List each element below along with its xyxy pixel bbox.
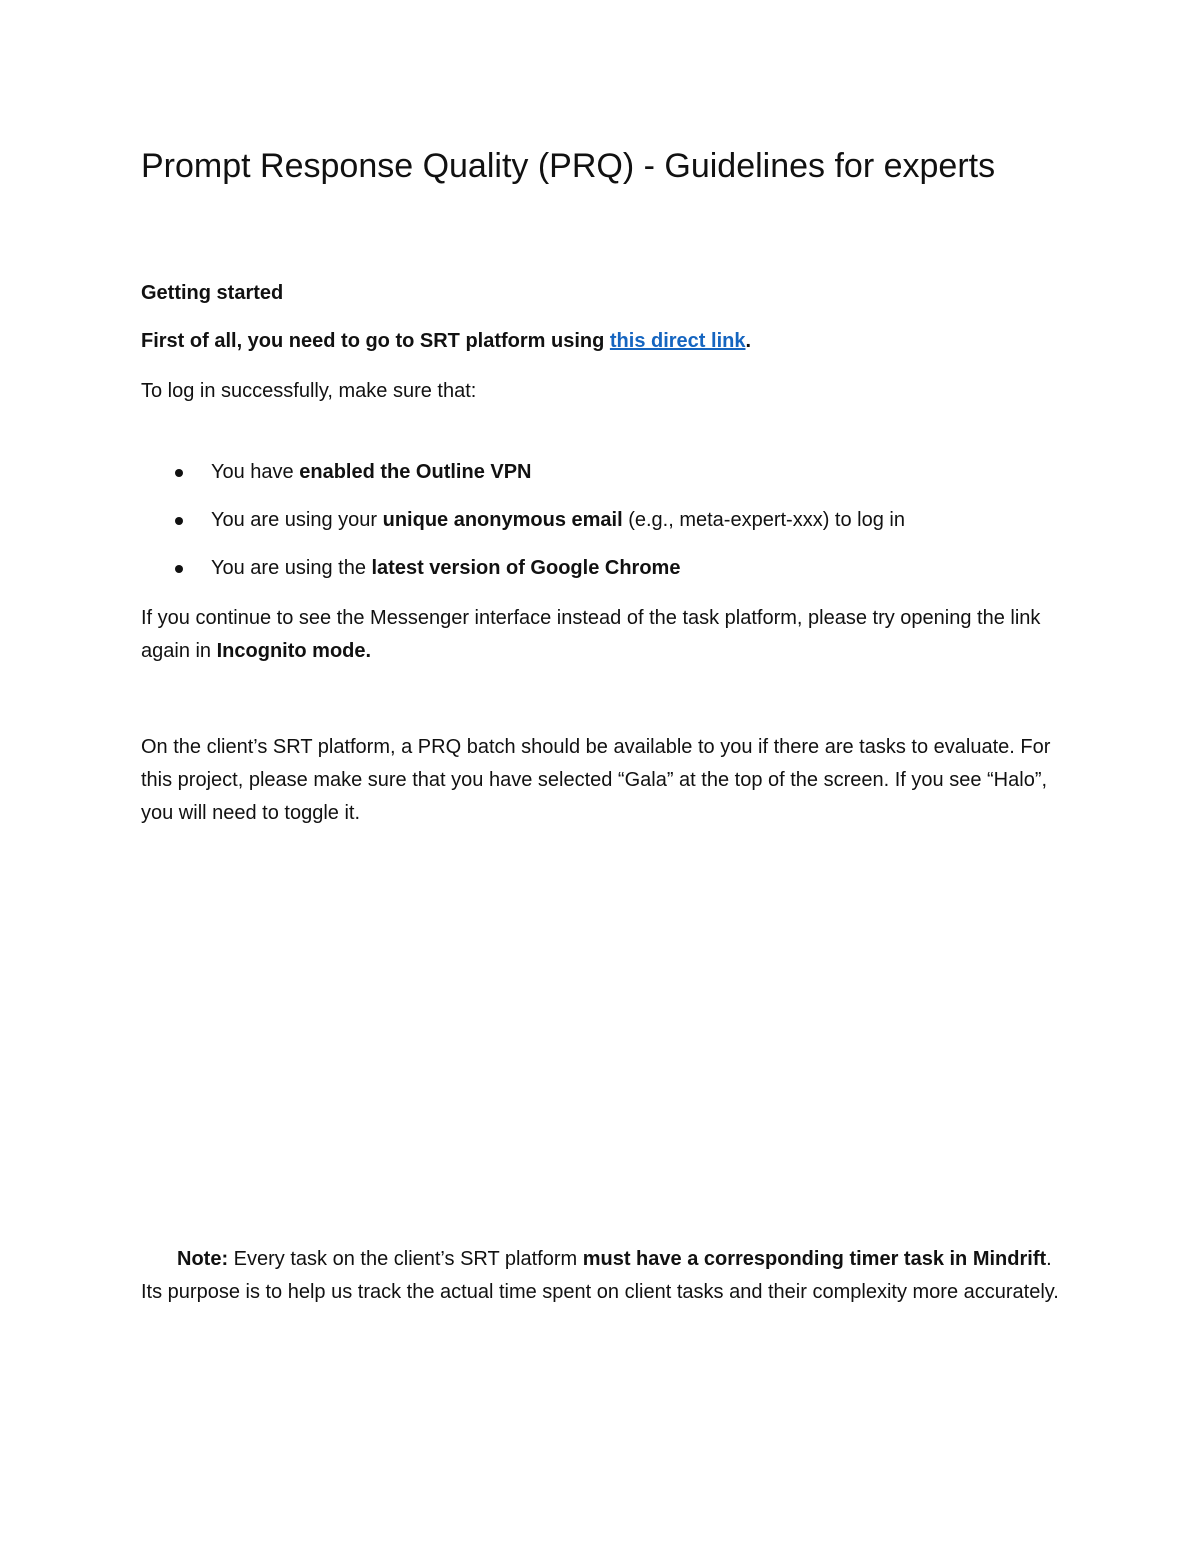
bullet-icon bbox=[175, 517, 183, 525]
checklist-item-chrome bbox=[141, 552, 1061, 585]
checklist-text: You are using your bbox=[211, 509, 383, 531]
note-paragraph bbox=[141, 1243, 1061, 1309]
note-text-1: Every task on the client’s SRT platform bbox=[228, 1248, 583, 1270]
bullet-icon bbox=[175, 565, 183, 573]
note-text-2: . Its purpose is to help us track the actual time spent on client tasks and their complexity more accurately. bbox=[141, 1248, 1059, 1303]
bullet-icon bbox=[175, 469, 183, 477]
checklist-text: You have bbox=[211, 461, 300, 483]
note-label: Note: bbox=[177, 1248, 229, 1270]
login-lead-text: To log in successfully, make sure that: bbox=[141, 380, 477, 402]
checklist-item-vpn bbox=[141, 456, 1061, 489]
intro-text: First of all, you need to go to SRT platform using bbox=[141, 330, 610, 352]
checklist-bold: enabled the Outline VPN bbox=[299, 461, 532, 483]
document-title: Prompt Response Quality (PRQ) - Guidelines for experts bbox=[141, 147, 996, 185]
note-bold: must have a corresponding timer task in Mindrift bbox=[582, 1248, 1047, 1270]
messenger-note-text: If you continue to see the Messenger interface instead of the task platform, please try opening the link again in bbox=[141, 607, 1041, 662]
section-heading-getting-started: Getting started bbox=[141, 282, 284, 304]
checklist-text-after: (e.g., meta-expert-xxx) to log in bbox=[622, 509, 905, 531]
platform-paragraph: On the client’s SRT platform, a PRQ batch should be available to you if there are tasks to evaluate. For this project, please make sure that you have selected “Gala” at the top of the screen. If you see “Halo”, you will need to toggle it. bbox=[141, 736, 1051, 824]
intro-paragraph bbox=[141, 325, 1061, 358]
checklist-text: You are using the bbox=[211, 557, 372, 579]
messenger-note-bold: Incognito mode. bbox=[216, 640, 372, 662]
checklist-bold: latest version of Google Chrome bbox=[371, 557, 681, 579]
direct-link[interactable]: this direct link bbox=[609, 330, 746, 352]
login-checklist bbox=[141, 456, 1061, 600]
checklist-item-email bbox=[141, 504, 1061, 537]
checklist-bold: unique anonymous email bbox=[382, 509, 623, 531]
messenger-note-paragraph bbox=[141, 602, 1061, 668]
intro-period: . bbox=[745, 330, 752, 352]
